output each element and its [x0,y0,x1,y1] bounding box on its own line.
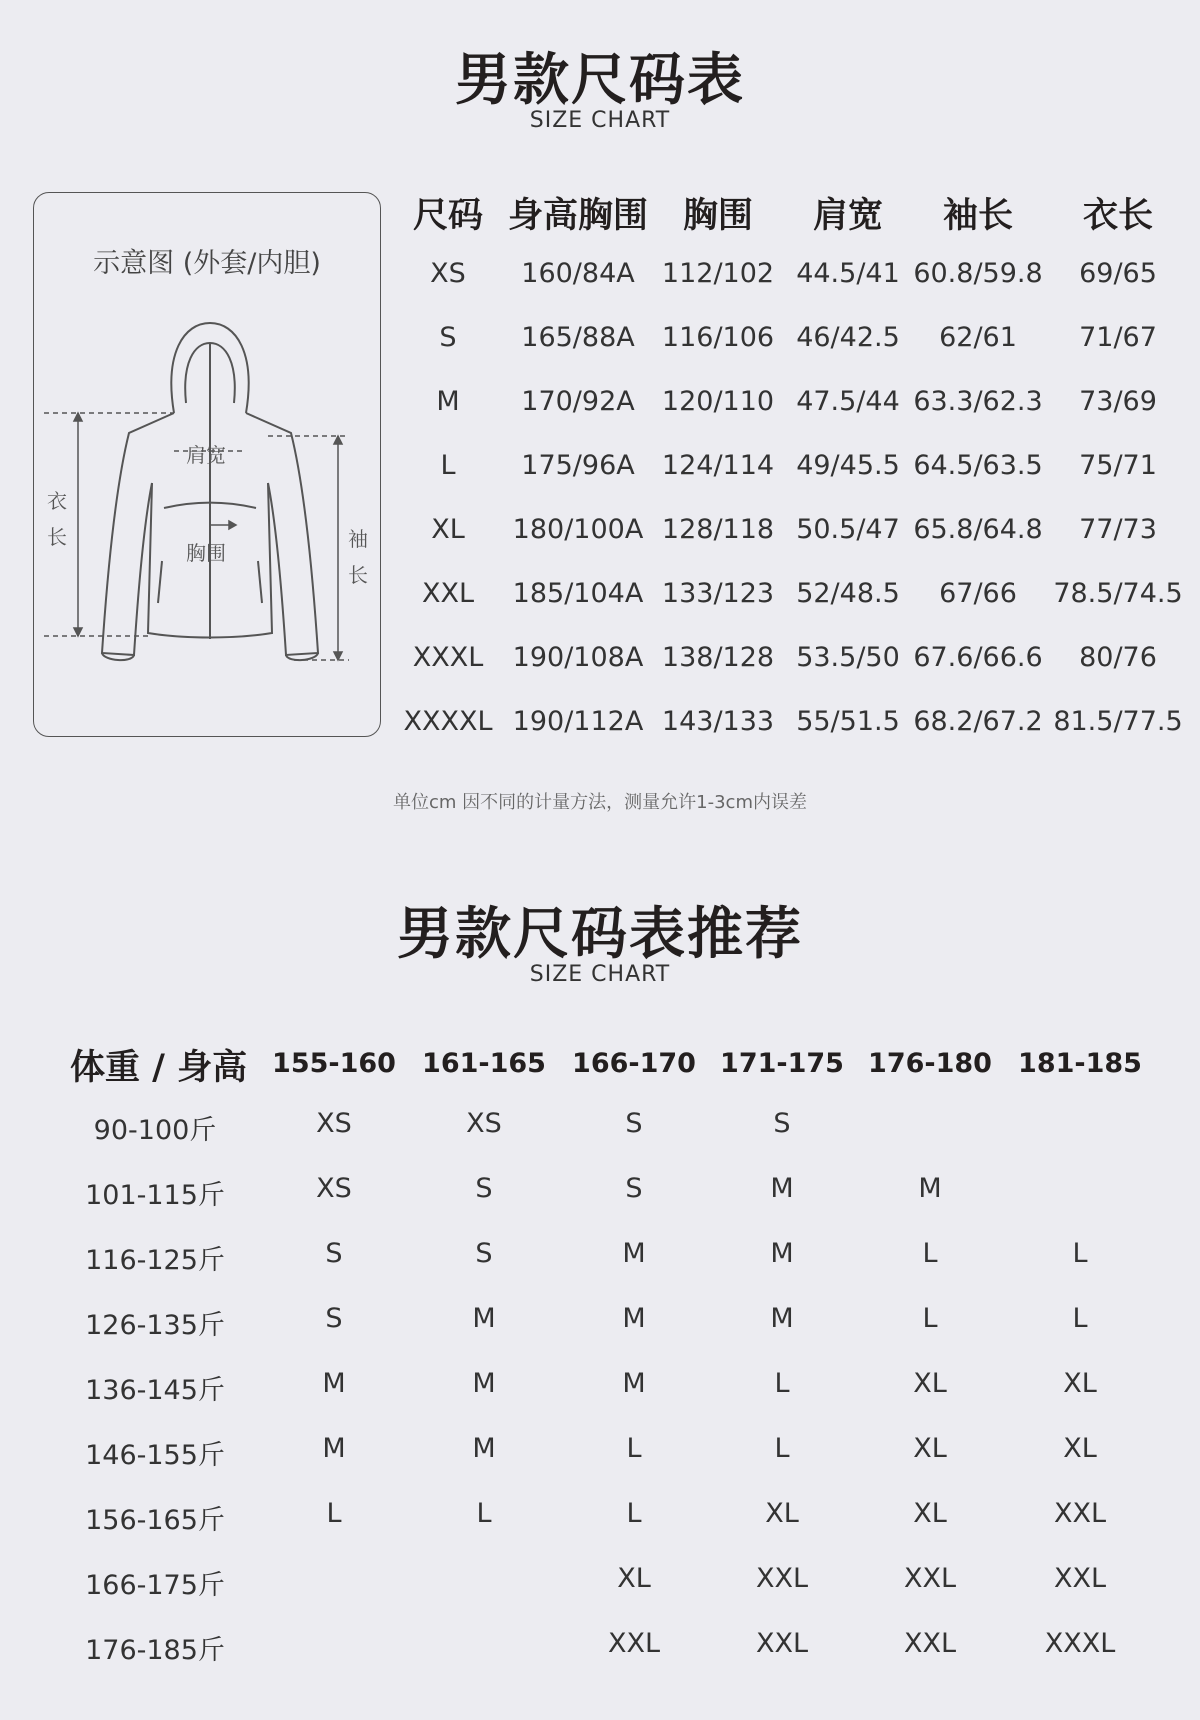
recommended-size-cell: S [625,1173,643,1204]
size-cell-chest: 133/123 [661,578,775,609]
weight-range-label: 101-115斤 [85,1180,225,1211]
size-chart-title: 男款尺码表 [455,48,745,113]
header-size: 尺码 [412,196,483,236]
size-cell-size: S [439,322,457,353]
length-label: 衣长 [47,489,67,549]
recommended-size-cell: L [922,1238,938,1269]
recommended-size-cell: XL [1063,1433,1097,1464]
size-cell-size: XS [430,258,466,289]
recommended-size-cell: L [774,1433,790,1464]
recommended-size-cell: M [622,1368,646,1399]
recommended-size-cell: M [770,1238,794,1269]
weight-range-label: 116-125斤 [85,1245,225,1276]
recommended-size-cell: L [774,1368,790,1399]
recommended-size-cell: L [1072,1238,1088,1269]
header-chest: 胸围 [682,196,753,236]
recommended-size-cell: XXL [1053,1563,1107,1594]
recommended-size-cell: S [773,1108,791,1139]
recommended-size-cell: M [472,1368,496,1399]
recommended-size-cell: L [626,1433,642,1464]
size-cell-length: 71/67 [1079,322,1157,353]
recommended-size-cell: L [1072,1303,1088,1334]
recommended-size-cell: L [326,1498,342,1529]
recommended-size-cell: XL [617,1563,651,1594]
recommended-size-cell: M [770,1303,794,1334]
recommended-size-cell: XS [316,1108,352,1139]
recommended-size-cell: L [476,1498,492,1529]
recommended-size-cell: M [770,1173,794,1204]
recommended-size-cell: S [325,1238,343,1269]
recommended-size-cell: XL [913,1368,947,1399]
size-cell-sleeve: 64.5/63.5 [913,450,1043,481]
recommended-size-cell: M [472,1433,496,1464]
size-cell-height-chest: 160/84A [521,258,635,289]
recommended-size-cell: L [922,1303,938,1334]
recommended-size-cell: S [625,1108,643,1139]
height-header: 155-160 [272,1048,396,1079]
chest-label: 胸围 [186,541,226,565]
size-cell-shoulder: 46/42.5 [796,322,900,353]
size-cell-length: 77/73 [1079,514,1157,545]
recommended-size-cell: M [918,1173,942,1204]
size-cell-length: 69/65 [1079,258,1157,289]
weight-range-label: 166-175斤 [85,1570,225,1601]
size-cell-height-chest: 175/96A [521,450,635,481]
weight-height-header: 体重 / 身高 [70,1048,248,1088]
size-cell-sleeve: 68.2/67.2 [913,706,1043,737]
size-cell-height-chest: 190/108A [512,642,644,673]
size-cell-chest: 138/128 [661,642,775,673]
size-cell-size: XXL [421,578,475,609]
size-cell-height-chest: 180/100A [512,514,644,545]
size-cell-size: XL [431,514,465,545]
recommend-subtitle: SIZE CHART [529,962,671,987]
recommended-size-cell: L [626,1498,642,1529]
size-cell-shoulder: 49/45.5 [796,450,900,481]
size-cell-shoulder: 53.5/50 [796,642,900,673]
size-chart-subtitle: SIZE CHART [529,108,671,133]
shoulder-label: 肩宽 [186,443,226,467]
header-height-chest: 身高胸围 [508,196,649,236]
size-cell-height-chest: 185/104A [512,578,644,609]
measurement-note: 单位cm 因不同的计量方法，测量允许1-3cm内误差 [393,792,807,813]
size-cell-height-chest: 170/92A [521,386,635,417]
recommended-size-cell: XXL [1053,1498,1107,1529]
recommended-size-cell: XL [913,1498,947,1529]
size-cell-size: M [436,386,460,417]
weight-range-label: 136-145斤 [85,1375,225,1406]
size-cell-size: L [440,450,456,481]
weight-range-label: 156-165斤 [85,1505,225,1536]
size-cell-chest: 128/118 [661,514,775,545]
recommended-size-cell: M [472,1303,496,1334]
size-cell-shoulder: 55/51.5 [796,706,900,737]
recommended-size-cell: XS [466,1108,502,1139]
size-cell-shoulder: 52/48.5 [796,578,900,609]
recommended-size-cell: XXL [903,1563,957,1594]
recommended-size-cell: XL [1063,1368,1097,1399]
recommended-size-cell: XXL [607,1628,661,1659]
diagram-caption: 示意图 (外套/内胆) [93,248,321,279]
recommended-size-cell: S [475,1173,493,1204]
recommend-title: 男款尺码表推荐 [397,902,803,967]
height-header: 161-165 [422,1048,546,1079]
recommended-size-cell: XXXL [1044,1628,1116,1659]
size-cell-sleeve: 63.3/62.3 [913,386,1043,417]
size-cell-chest: 143/133 [661,706,775,737]
size-cell-shoulder: 47.5/44 [796,386,900,417]
size-cell-sleeve: 65.8/64.8 [913,514,1043,545]
size-cell-chest: 112/102 [661,258,775,289]
size-cell-height-chest: 165/88A [521,322,635,353]
size-cell-chest: 116/106 [661,322,775,353]
size-cell-chest: 120/110 [661,386,775,417]
size-cell-sleeve: 60.8/59.8 [913,258,1043,289]
header-sleeve: 袖长 [942,196,1013,236]
size-cell-length: 73/69 [1079,386,1157,417]
size-cell-sleeve: 67.6/66.6 [913,642,1043,673]
weight-range-label: 146-155斤 [85,1440,225,1471]
size-cell-length: 78.5/74.5 [1053,578,1183,609]
recommended-size-cell: M [622,1303,646,1334]
recommended-size-cell: S [475,1238,493,1269]
size-cell-height-chest: 190/112A [512,706,644,737]
recommended-size-cell: XXL [903,1628,957,1659]
recommended-size-cell: S [325,1303,343,1334]
size-cell-shoulder: 44.5/41 [796,258,900,289]
sleeve-label: 袖长 [348,527,368,587]
size-cell-size: XXXXL [403,706,493,737]
recommended-size-cell: M [622,1238,646,1269]
recommended-size-cell: XL [913,1433,947,1464]
height-header: 171-175 [720,1048,844,1079]
height-header: 166-170 [572,1048,696,1079]
size-cell-length: 81.5/77.5 [1053,706,1183,737]
recommended-size-cell: M [322,1433,346,1464]
size-cell-sleeve: 62/61 [939,322,1017,353]
weight-range-label: 90-100斤 [93,1115,217,1146]
recommended-size-cell: XXL [755,1563,809,1594]
size-cell-length: 75/71 [1079,450,1157,481]
size-cell-size: XXXL [412,642,484,673]
jacket-diagram [33,192,381,737]
weight-range-label: 176-185斤 [85,1635,225,1666]
height-header: 181-185 [1018,1048,1142,1079]
height-header: 176-180 [868,1048,992,1079]
size-cell-chest: 124/114 [661,450,775,481]
weight-range-label: 126-135斤 [85,1310,225,1341]
size-cell-sleeve: 67/66 [939,578,1017,609]
recommended-size-cell: XL [765,1498,799,1529]
recommended-size-cell: XXL [755,1628,809,1659]
size-cell-length: 80/76 [1079,642,1157,673]
size-cell-shoulder: 50.5/47 [796,514,900,545]
recommended-size-cell: XS [316,1173,352,1204]
header-shoulder: 肩宽 [812,196,883,236]
header-length: 衣长 [1082,196,1153,236]
recommended-size-cell: M [322,1368,346,1399]
